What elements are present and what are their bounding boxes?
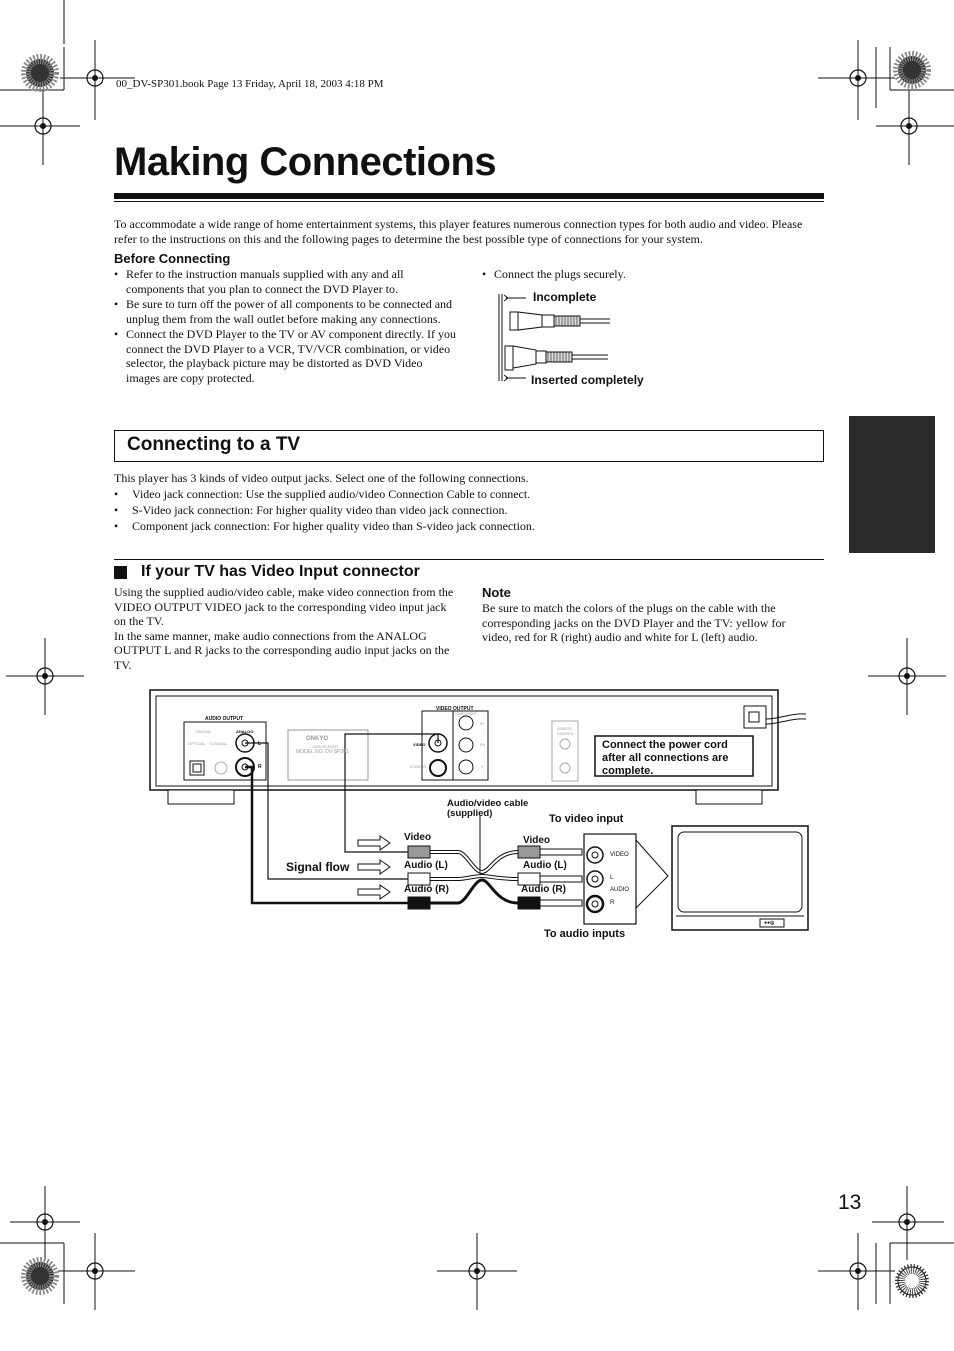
divider: [114, 559, 824, 560]
panel-coaxial: COAXIAL: [210, 741, 228, 746]
list-item: • Be sure to turn off the power of all components to be connected and unplug them from the wall outlet before making any connections.: [114, 297, 458, 326]
title-rule-thin: [114, 201, 824, 202]
side-tab: [849, 416, 935, 553]
plug-incomplete-label: Incomplete: [533, 290, 597, 304]
video-input-body: Using the supplied audio/video cable, make video connection from the VIDEO OUTPUT VIDEO jack to the corresponding video input jack on the TV. In the same manner, make audio connections from the ANALOG OUTPUT L and R jacks to the corresponding audio input jacks on the TV.: [114, 585, 454, 672]
title-rule: [114, 193, 824, 199]
page-number: 13: [838, 1191, 862, 1214]
panel-audio-output: AUDIO OUTPUT: [205, 716, 244, 722]
panel-r: R: [258, 764, 262, 770]
list-item: • Connect the DVD Player to the TV or AV component directly. If you connect the DVD Player to a VCR, TV/VCR combination, or video selector, the playback picture may be distorted as DVD Video images are copy protected.: [114, 327, 458, 385]
to-audio-inputs-label: To audio inputs: [544, 928, 626, 940]
panel-component: COMPONENT: [454, 712, 477, 716]
list-item: • S-Video jack connection: For higher quality video than video jack connection.: [114, 503, 814, 518]
book-header-line: 00_DV-SP301.book Page 13 Friday, April 18, 2003 4:18 PM: [116, 78, 384, 90]
left-label-audio-l: Audio (L): [404, 860, 448, 871]
cable-label: Audio/video cable (supplied): [447, 798, 529, 819]
list-item: • Connect the plugs securely.: [482, 267, 782, 282]
left-label-audio-r: Audio (R): [404, 884, 449, 895]
tv-jack-r: R: [610, 900, 615, 906]
before-connecting-list: [114, 267, 458, 386]
signal-flow-label: Signal flow: [286, 860, 350, 874]
tv-jack-video: VIDEO: [610, 852, 629, 858]
tv-section-list: [114, 487, 814, 535]
to-video-input-label: To video input: [549, 813, 624, 825]
panel-pb: Pb: [480, 742, 485, 747]
section-heading-box: [114, 430, 824, 462]
right-label-audio-l: Audio (L): [523, 860, 567, 871]
panel-brand: ONKYO: [306, 736, 329, 742]
panel-remote: REMOTE CONTROL: [557, 727, 575, 736]
panel-pr: Pr: [480, 721, 484, 726]
panel-l: L: [258, 741, 262, 747]
before-connecting-heading: Before Connecting: [114, 251, 231, 266]
right-label-audio-r: Audio (R): [521, 884, 566, 895]
section-title: Connecting to a TV: [127, 434, 301, 455]
list-item: • Refer to the instruction manuals supplied with any and all components that you plan to connect the DVD Player to.: [114, 267, 458, 296]
panel-video-output: VIDEO OUTPUT: [436, 706, 474, 712]
panel-s-video: S VIDEO: [410, 764, 427, 769]
panel-video: VIDEO: [413, 742, 426, 747]
tv-button: ●●◎: [764, 920, 775, 926]
square-bullet-icon: [114, 566, 127, 579]
intro-paragraph: To accommodate a wide range of home entertainment systems, this player features numerous connection types for both audio and video. Please refer to the instructions on this and the following pages to determine the best possible type of connections for your system.: [114, 217, 803, 246]
panel-optical: OPTICAL: [188, 741, 206, 746]
panel-digital: DIGITAL: [196, 729, 212, 734]
tv-jack-l: L: [610, 875, 614, 881]
video-input-heading: If your TV has Video Input connector: [141, 563, 420, 580]
panel-player: DVD PLAYER: [313, 744, 339, 749]
page-title: Making Connections: [114, 140, 497, 184]
panel-y: Y: [481, 764, 484, 769]
plugs-list: [482, 267, 782, 283]
right-label-video: Video: [523, 835, 551, 846]
list-item: • Component jack connection: For higher quality video than S-video jack connection.: [114, 519, 814, 534]
left-label-video: Video: [404, 832, 432, 843]
plug-complete-label: Inserted completely: [531, 373, 644, 387]
panel-analog: ANALOG: [236, 729, 254, 734]
note-body: Be sure to match the colors of the plugs on the cable with the corresponding jacks on the DVD Player and the TV: yellow for video, red for R (right) audio and white for L (left) audio.: [482, 601, 786, 644]
power-cord-note: Connect the power cord after all connections are complete.: [602, 739, 729, 777]
tv-jack-audio: AUDIO: [610, 887, 630, 893]
panel-model: MODEL NO. DV-SP301: [296, 749, 349, 755]
note-heading: Note: [482, 585, 511, 600]
list-item: • Video jack connection: Use the supplied audio/video Connection Cable to connect.: [114, 487, 814, 502]
tv-section-intro: This player has 3 kinds of video output jacks. Select one of the following connections.: [114, 471, 529, 485]
